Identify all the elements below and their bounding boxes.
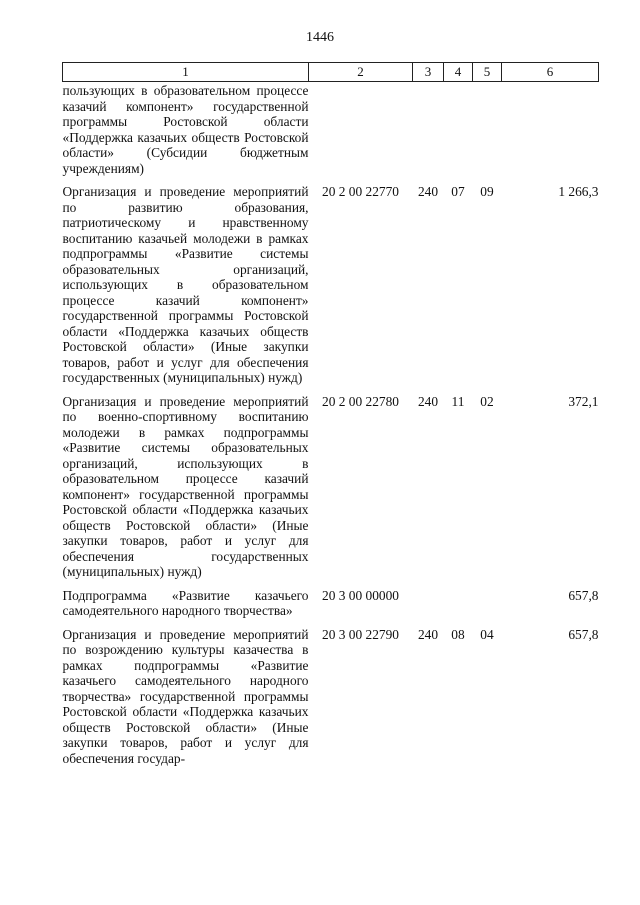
row-rz	[444, 82, 473, 177]
row-description: Организация и проведение мероприятий по возрождению культуры казачества в рамках подпрограммы «Развитие казачьего самодеятельного народного творчества» государственной программы Ростовской области «Поддержка казачьих обществ Ростовской области» (Иные закупки товаров, работ и услуг для обеспечения государ-	[62, 626, 309, 766]
row-code: 20 3 00 22790	[322, 626, 399, 642]
row-sum: 657,8	[568, 587, 599, 603]
table-row	[63, 619, 599, 767]
row-rz: 08	[451, 626, 465, 642]
budget-table	[62, 62, 599, 766]
row-rz: 07	[451, 184, 465, 199]
row-vr: 240	[417, 184, 439, 199]
column-header: 2	[309, 63, 413, 82]
row-pr: 02	[480, 393, 494, 409]
table-row	[63, 580, 599, 619]
row-vr	[413, 82, 444, 177]
column-header: 4	[444, 63, 473, 82]
row-description: Подпрограмма «Развитие казачьего самодеятельного народного творчества»	[62, 587, 309, 618]
row-pr	[473, 82, 502, 177]
column-header: 3	[413, 63, 444, 82]
row-code: 20 2 00 22780	[322, 393, 399, 409]
row-sum: 1 266,3	[558, 184, 599, 199]
row-vr	[413, 580, 444, 619]
row-rz: 11	[451, 393, 465, 409]
row-code: 20 2 00 22770	[322, 184, 399, 199]
row-code: 20 3 00 00000	[322, 587, 399, 603]
table-row	[63, 386, 599, 580]
row-vr: 240	[417, 626, 439, 642]
row-pr	[473, 580, 502, 619]
column-header: 6	[502, 63, 599, 82]
row-description: Организация и проведение мероприятий по развитию образования, патриотическому и нравственному воспитанию казачьей молодежи в рамках подпрограммы «Развитие системы образовательных организаций, использующих в образовательном процессе казачий компонент» государственной программы Ростовской области «Поддержка казачьих обществ Ростовской области» (Иные закупки товаров, работ и услуг для обеспечения государственных (муниципальных) нужд)	[62, 184, 309, 385]
column-header: 1	[63, 63, 309, 82]
row-sum: 657,8	[568, 626, 599, 642]
row-sum	[502, 82, 599, 177]
table-row	[63, 82, 599, 177]
row-description: Организация и проведение мероприятий по военно-спортивному воспитанию молодежи в рамках подпрограммы «Развитие системы образовательных организаций, использующих в образовательном процессе казачий компонент» государственной программы Ростовской области «Поддержка казачьих обществ Ростовской области» (Иные закупки товаров, работ и услуг для обеспечения государственных (муниципальных) нужд)	[62, 393, 309, 579]
row-rz	[444, 580, 473, 619]
row-code	[309, 82, 413, 177]
row-description: пользующих в образовательном процессе казачий компонент» государственной программы Ростовской области «Поддержка казачьих обществ Ростовской области» (Субсидии бюджетным учреждениям)	[62, 83, 309, 176]
column-header: 5	[473, 63, 502, 82]
row-vr: 240	[417, 393, 439, 409]
page-number: 1446	[306, 30, 334, 45]
row-pr: 04	[480, 626, 494, 642]
row-sum: 372,1	[568, 393, 599, 409]
table-header-row	[63, 63, 599, 82]
row-pr: 09	[480, 184, 494, 199]
table-row	[63, 176, 599, 386]
